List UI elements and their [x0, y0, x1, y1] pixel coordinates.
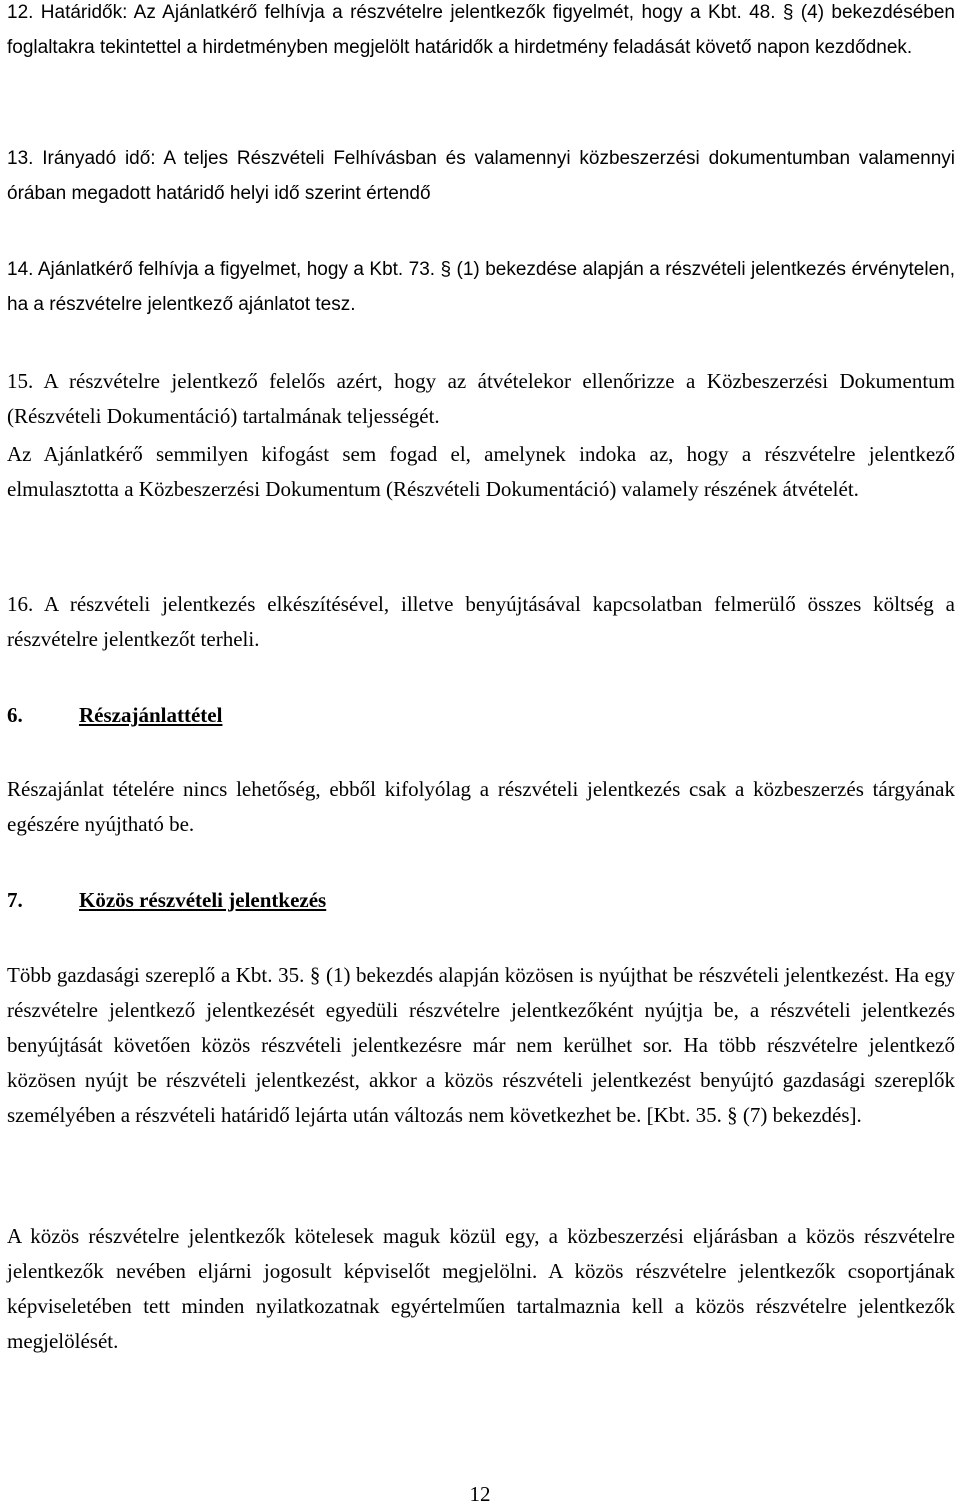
paragraph-15-objection: Az Ajánlatkérő semmilyen kifogást sem fogad el, amelynek indoka az, hogy a részvételre jelentkező elmulasztotta a Közbeszerzési Dokumentum (Részvételi Dokumentáció) valamely részének átvételét. [7, 442, 955, 501]
section-6-body: Részajánlat tételére nincs lehetőség, ebből kifolyólag a részvételi jelentkezés csak a közbeszerzés tárgyának egészére nyújtható be. [7, 777, 955, 836]
section-7-body-joint-submission: Több gazdasági szereplő a Kbt. 35. § (1) bekezdés alapján közösen is nyújthat be részvételi jelentkezést. Ha egy részvételre jelentkező jelentkezését egyedüli részvételre jelentkezőként nyújtja be, a részvételi jelentkezés benyújtását követően közös részvételi jelentkezésre már nem kerülhet sor. Ha több részvételre jelentkező közösen nyújt be részvételi jelentkezést, akkor a közös részvételi jelentkezést benyújtó gazdasági szereplők személyében a részvételi határidő lejárta után változás nem következhet be. [Kbt. 35. § (7) bekezdés]. [7, 963, 955, 1127]
section-7-body-representative: A közös részvételre jelentkezők kötelesek maguk közül egy, a közbeszerzési eljárásban a közös részvételre jelentkezők nevében eljárni jogosult képviselőt megjelölni. A közös részvételre jelentkezők csoportjának képviseletében tett minden nyilatkozatnak egyértelműen tartalmaznia kell a közös részvételre jelentkezők megjelölését. [7, 1224, 955, 1353]
section-7-title: Közös részvételi jelentkezés [79, 888, 327, 912]
paragraph-16-costs: 16. A részvételi jelentkezés elkészítésével, illetve benyújtásával kapcsolatban felmerülő összes költség a részvételre jelentkezőt terheli. [7, 592, 955, 651]
paragraph-13-time-zone: 13. Irányadó idő: A teljes Részvételi Felhívásban és valamennyi közbeszerzési dokumentumban valamennyi órában megadott határidő helyi idő szerint értendő [7, 148, 955, 204]
paragraph-14-invalidity: 14. Ajánlatkérő felhívja a figyelmet, hogy a Kbt. 73. § (1) bekezdése alapján a részvételi jelentkezés érvénytelen, ha a részvételre jelentkező ajánlatot tesz. [7, 259, 955, 315]
paragraph-12-deadlines: 12. Határidők: Az Ajánlatkérő felhívja a részvételre jelentkezők figyelmét, hogy a Kbt. 48. § (4) bekezdésében foglaltakra tekintettel a hirdetményben megjelölt határidők a hirdetmény feladását követő napon kezdődnek. [7, 2, 955, 58]
page-number: 12 [469, 1482, 491, 1506]
paragraph-15-responsibility: 15. A részvételre jelentkező felelős azért, hogy az átvételekor ellenőrizze a Közbeszerzési Dokumentum (Részvételi Dokumentáció) tartalmának teljességét. [7, 369, 955, 428]
section-7-heading [7, 883, 326, 918]
section-7-number: 7. [7, 888, 23, 912]
section-6-heading [7, 698, 222, 733]
section-6-title: Részajánlattétel [79, 703, 223, 727]
section-6-number: 6. [7, 703, 23, 727]
